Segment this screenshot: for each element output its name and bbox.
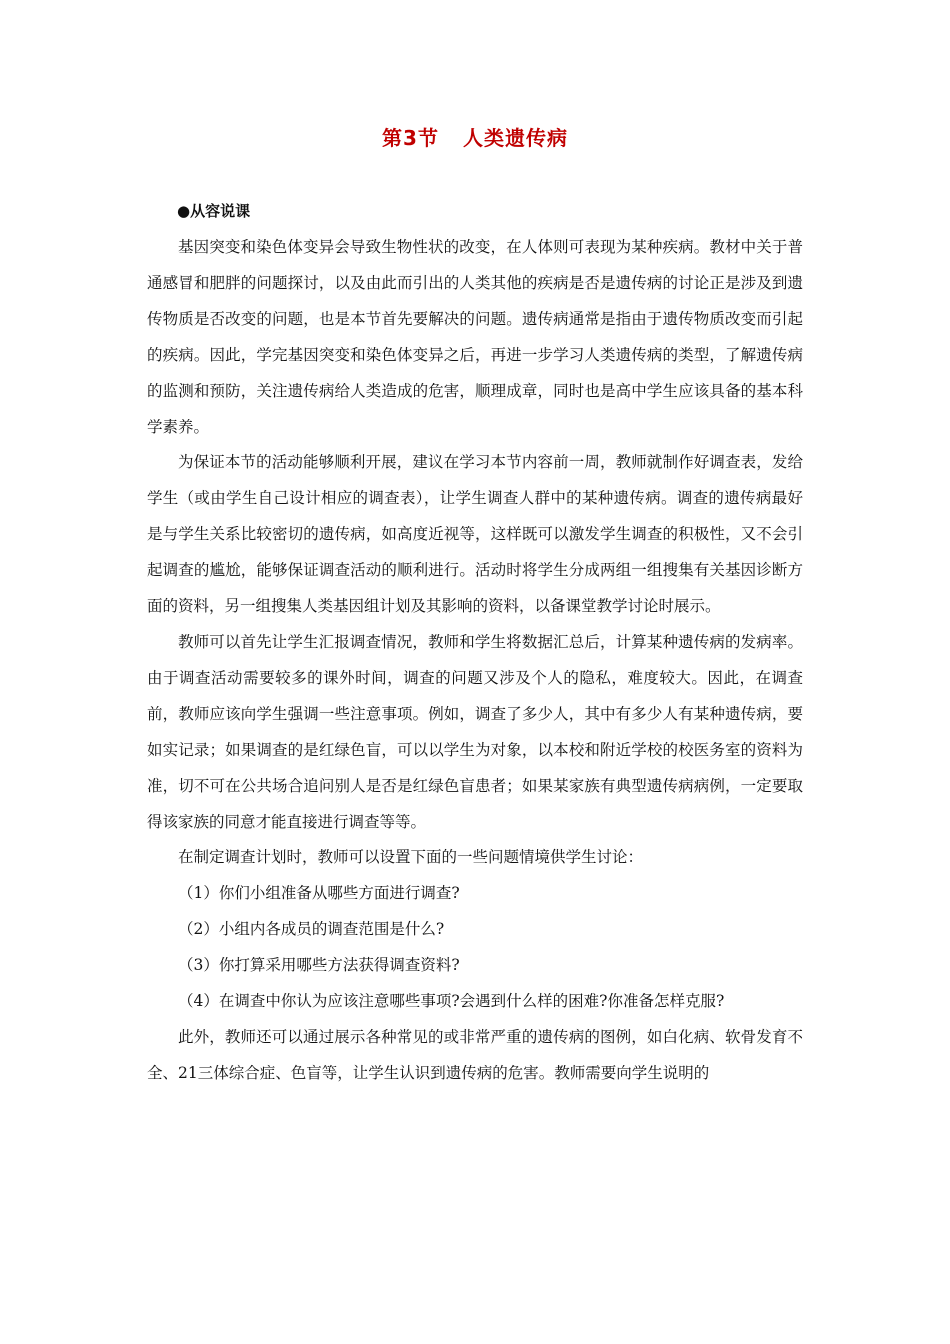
question-item: （3）你打算采用哪些方法获得调查资料? [178, 956, 460, 975]
page-title [0, 122, 950, 151]
paragraph-closing: 此外，教师还可以通过展示各种常见的或非常严重的遗传病的图例，如白化病、软骨发育不全、21三体综合症、色盲等，让学生认识到遗传病的危害。教师需要向学生说明的 [147, 1027, 803, 1082]
paragraph-activity: 为保证本节的活动能够顺利开展，建议在学习本节内容前一周，教师就制作好调查表，发给学生（或由学生自己设计相应的调查表），让学生调查人群中的某种遗传病。调查的遗传病最好是与学生关系比较密切的遗传病，如高度近视等，这样既可以激发学生调查的积极性，又不会引起调查的尴尬，能够保证调查活动的顺利进行。活动时将学生分成两组一组搜集有关基因诊断方面的资料，另一组搜集人类基因组计划及其影响的资料，以备课堂教学讨论时展示。 [147, 453, 803, 616]
paragraph-intro: 基因突变和染色体变异会导致生物性状的改变，在人体则可表现为某种疾病。教材中关于普通感冒和肥胖的问题探讨，以及由此而引出的人类其他的疾病是否是遗传病的讨论正是涉及到遗传物质是否改变的问题，也是本节首先要解决的问题。遗传病通常是指由于遗传物质改变而引起的疾病。因此，学完基因突变和染色体变异之后，再进一步学习人类遗传病的类型，了解遗传病的监测和预防，关注遗传病给人类造成的危害，顺理成章，同时也是高中学生应该具备的基本科学素养。 [147, 238, 803, 436]
question-item: （1）你们小组准备从哪些方面进行调查? [178, 884, 460, 903]
paragraph-plan: 在制定调查计划时，教师可以设置下面的一些问题情境供学生讨论： [178, 848, 644, 867]
title-text: 人类遗传病 [462, 126, 568, 150]
title-number: 第3节 [382, 126, 439, 150]
document-body [147, 196, 803, 1092]
question-item: （2）小组内各成员的调查范围是什么? [178, 920, 445, 939]
question-item: （4）在调查中你认为应该注意哪些事项?会遇到什么样的困难?你准备怎样克服? [178, 992, 725, 1011]
section-heading: ●从容说课 [177, 202, 251, 220]
paragraph-survey: 教师可以首先让学生汇报调查情况，教师和学生将数据汇总后，计算某种遗传病的发病率。由于调查活动需要较多的课外时间，调查的问题又涉及个人的隐私，难度较大。因此，在调查前，教师应该向学生强调一些注意事项。例如，调查了多少人，其中有多少人有某种遗传病，要如实记录；如果调查的是红绿色盲，可以以学生为对象，以本校和附近学校的校医务室的资料为准，切不可在公共场合追问别人是否是红绿色盲患者；如果某家族有典型遗传病病例，一定要取得该家族的同意才能直接进行调查等等。 [147, 632, 803, 831]
